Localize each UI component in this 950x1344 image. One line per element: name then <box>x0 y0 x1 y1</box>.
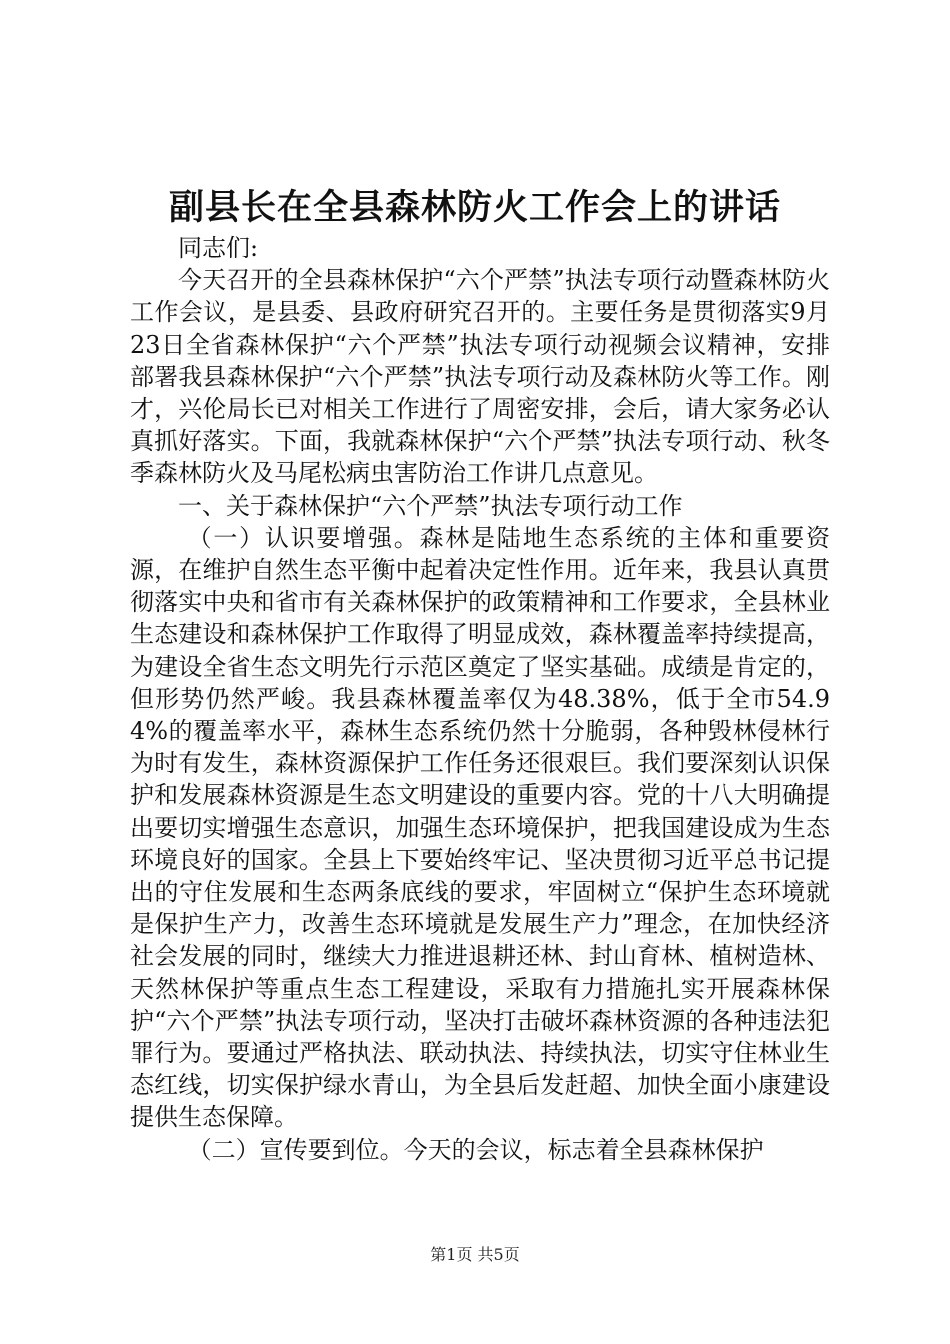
page-number-footer: 第1页 共5页 <box>430 1245 520 1264</box>
section-heading: 一、关于森林保护“六个严禁”执法专项行动工作 <box>178 491 683 520</box>
document-body <box>130 232 830 1166</box>
greeting: 同志们: <box>178 234 259 262</box>
body-paragraph: （二）宣传要到位。今天的会议，标志着全县森林保护 <box>187 1135 764 1164</box>
document-title: 副县长在全县森林防火工作会上的讲话 <box>168 188 781 228</box>
body-paragraph: （一）认识要增强。森林是陆地生态系统的主体和重要资源，在维护自然生态平衡中起着决定性作用。近年来，我县认真贯彻落实中央和省市有关森林保护的政策精神和工作要求，全县林业生态建设和森林保护工作取得了明显成效，森林覆盖率持续提高，为建设全省生态文明先行示范区奠定了坚实基础。成绩是肯定的，但形势仍然严峻。我县森林覆盖率仅为48.38%，低于全市54.94%的覆盖率水平，森林生态系统仍然十分脆弱，各种毁林侵林行为时有发生，森林资源保护工作任务还很艰巨。我们要深刻认识保护和发展森林资源是生态文明建设的重要内容。党的十八大明确提出要切实增强生态意识，加强生态环境保护，把我国建设成为生态环境良好的国家。全县上下要始终牢记、坚决贯彻习近平总书记提出的守住发展和生态两条底线的要求，牢固树立“保护生态环境就是保护生产力，改善生态环境就是发展生产力”理念，在加快经济社会发展的同时，继续大力推进退耕还林、封山育林、植树造林、天然林保护等重点生态工程建设，采取有力措施扎实开展森林保护“六个严禁”执法专项行动，坚决打击破坏森林资源的各种违法犯罪行为。要通过严格执法、联动执法、持续执法，切实守住林业生态红线，切实保护绿水青山，为全县后发赶超、加快全面小康建设提供生态保障。 <box>130 523 830 1132</box>
body-paragraph: 今天召开的全县森林保护“六个严禁”执法专项行动暨森林防火工作会议，是县委、县政府研究召开的。主要任务是贯彻落实9月23日全省森林保护“六个严禁”执法专项行动视频会议精神，安排部署我县森林保护“六个严禁”执法专项行动及森林防火等工作。刚才，兴伦局长已对相关工作进行了周密安排，会后，请大家务必认真抓好落实。下面，我就森林保护“六个严禁”执法专项行动、秋冬季森林防火及马尾松病虫害防治工作讲几点意见。 <box>130 266 830 488</box>
